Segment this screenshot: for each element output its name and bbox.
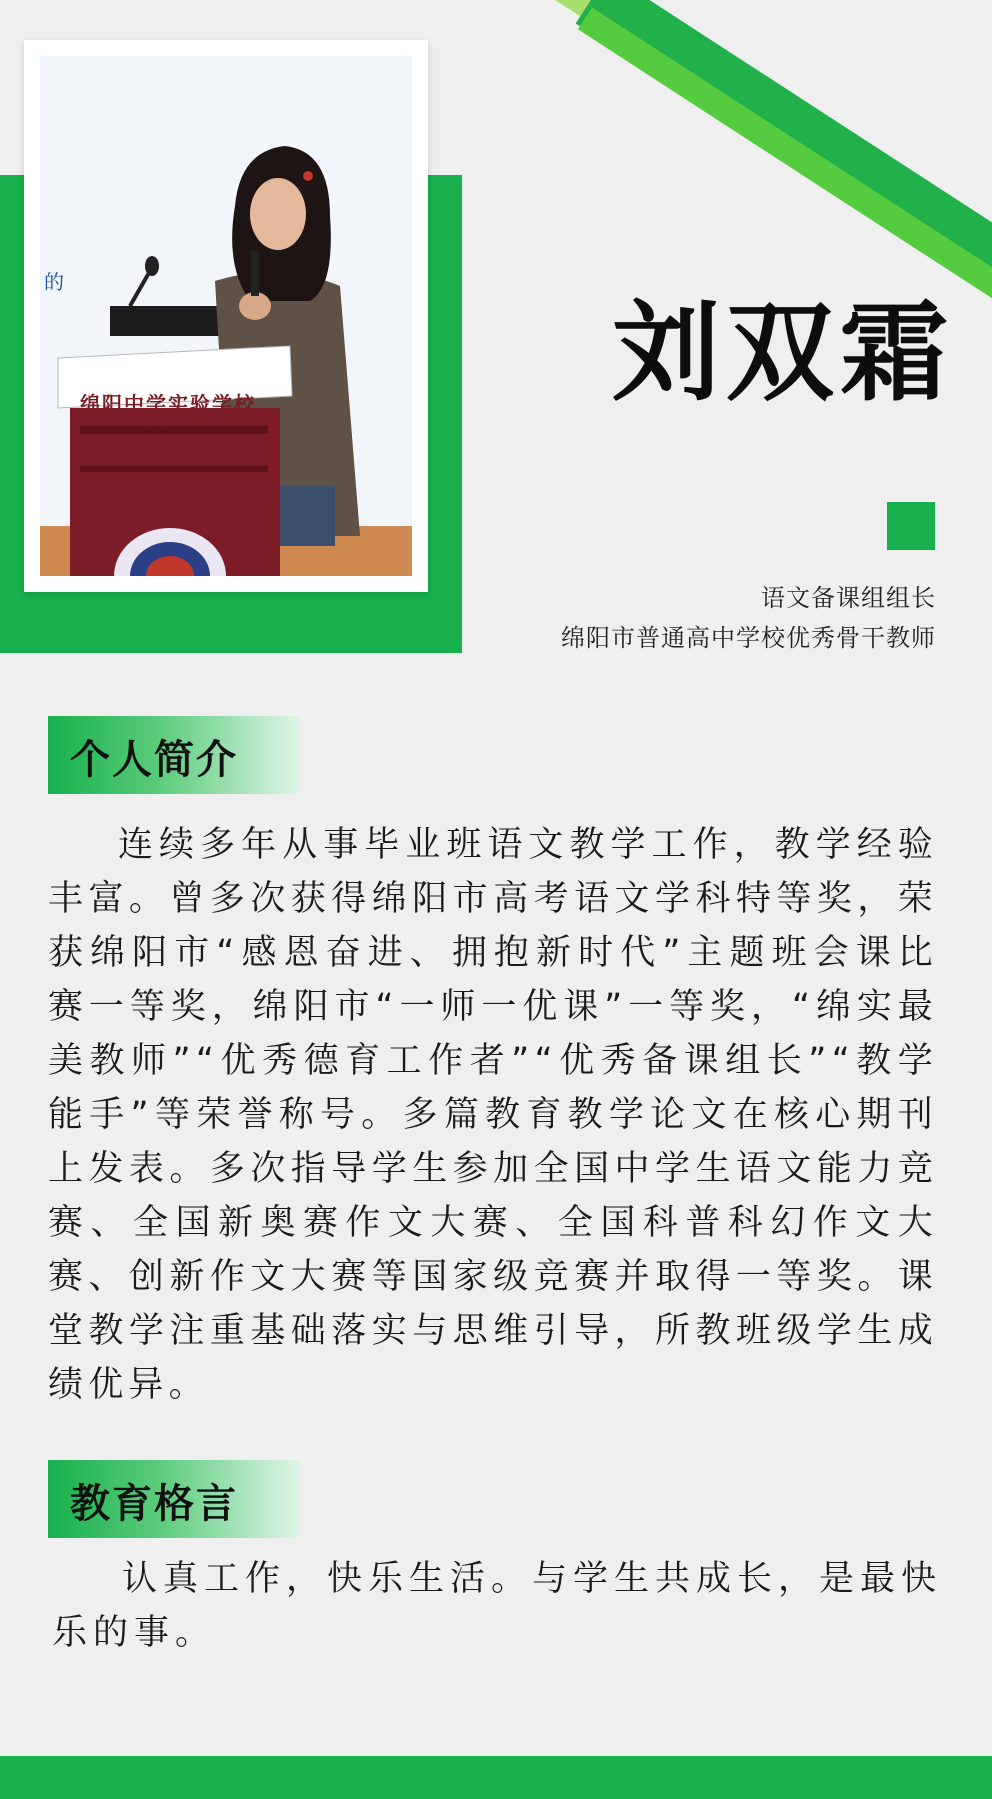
- footer-bar: [0, 1756, 992, 1799]
- title-line-2: 绵阳市普通高中学校优秀骨干教师: [561, 624, 936, 652]
- section-header-bio: [48, 716, 300, 794]
- podium-sign-subtext: Mian Zhong Experimental School: [106, 418, 230, 428]
- decorative-stripe-mid: [578, 7, 992, 312]
- speaker-illustration: [40, 56, 412, 576]
- background-wall-text: 的: [44, 270, 64, 294]
- section-header-motto: [48, 1460, 300, 1538]
- section-title-motto: 教育格言: [70, 1481, 238, 1527]
- section-title-bio: 个人简介: [70, 737, 238, 783]
- accent-square: [887, 502, 935, 550]
- podium-sign-text: 绵阳中学实验学校: [80, 392, 256, 416]
- teacher-titles: [561, 578, 936, 658]
- teacher-name: 刘双霜: [611, 291, 954, 416]
- portrait-photo: [40, 56, 412, 576]
- motto-paragraph: 认真工作，快乐生活。与学生共成长，是最快乐的事。: [52, 1559, 943, 1653]
- portrait-photo-frame: [24, 40, 428, 592]
- title-line-1: 语文备课组组长: [761, 584, 936, 612]
- bio-paragraph: 连续多年从事毕业班语文教学工作，教学经验丰富。曾多次获得绵阳市高考语文学科特等奖，荣获绵阳市“感恩奋进、拥抱新时代”主题班会课比赛一等奖，绵阳市“一师一优课”一等奖，“绵实最美教师”“优秀德育工作者”“优秀备课组长”“教学能手”等荣誉称号。多篇教育教学论文在核心期刊上发表。多次指导学生参加全国中学生语文能力竞赛、全国新奥赛作文大赛、全国科普科幻作文大赛、创新作文大赛等国家级竞赛并取得一等奖。课堂教学注重基础落实与思维引导，所教班级学生成绩优异。: [48, 825, 938, 1405]
